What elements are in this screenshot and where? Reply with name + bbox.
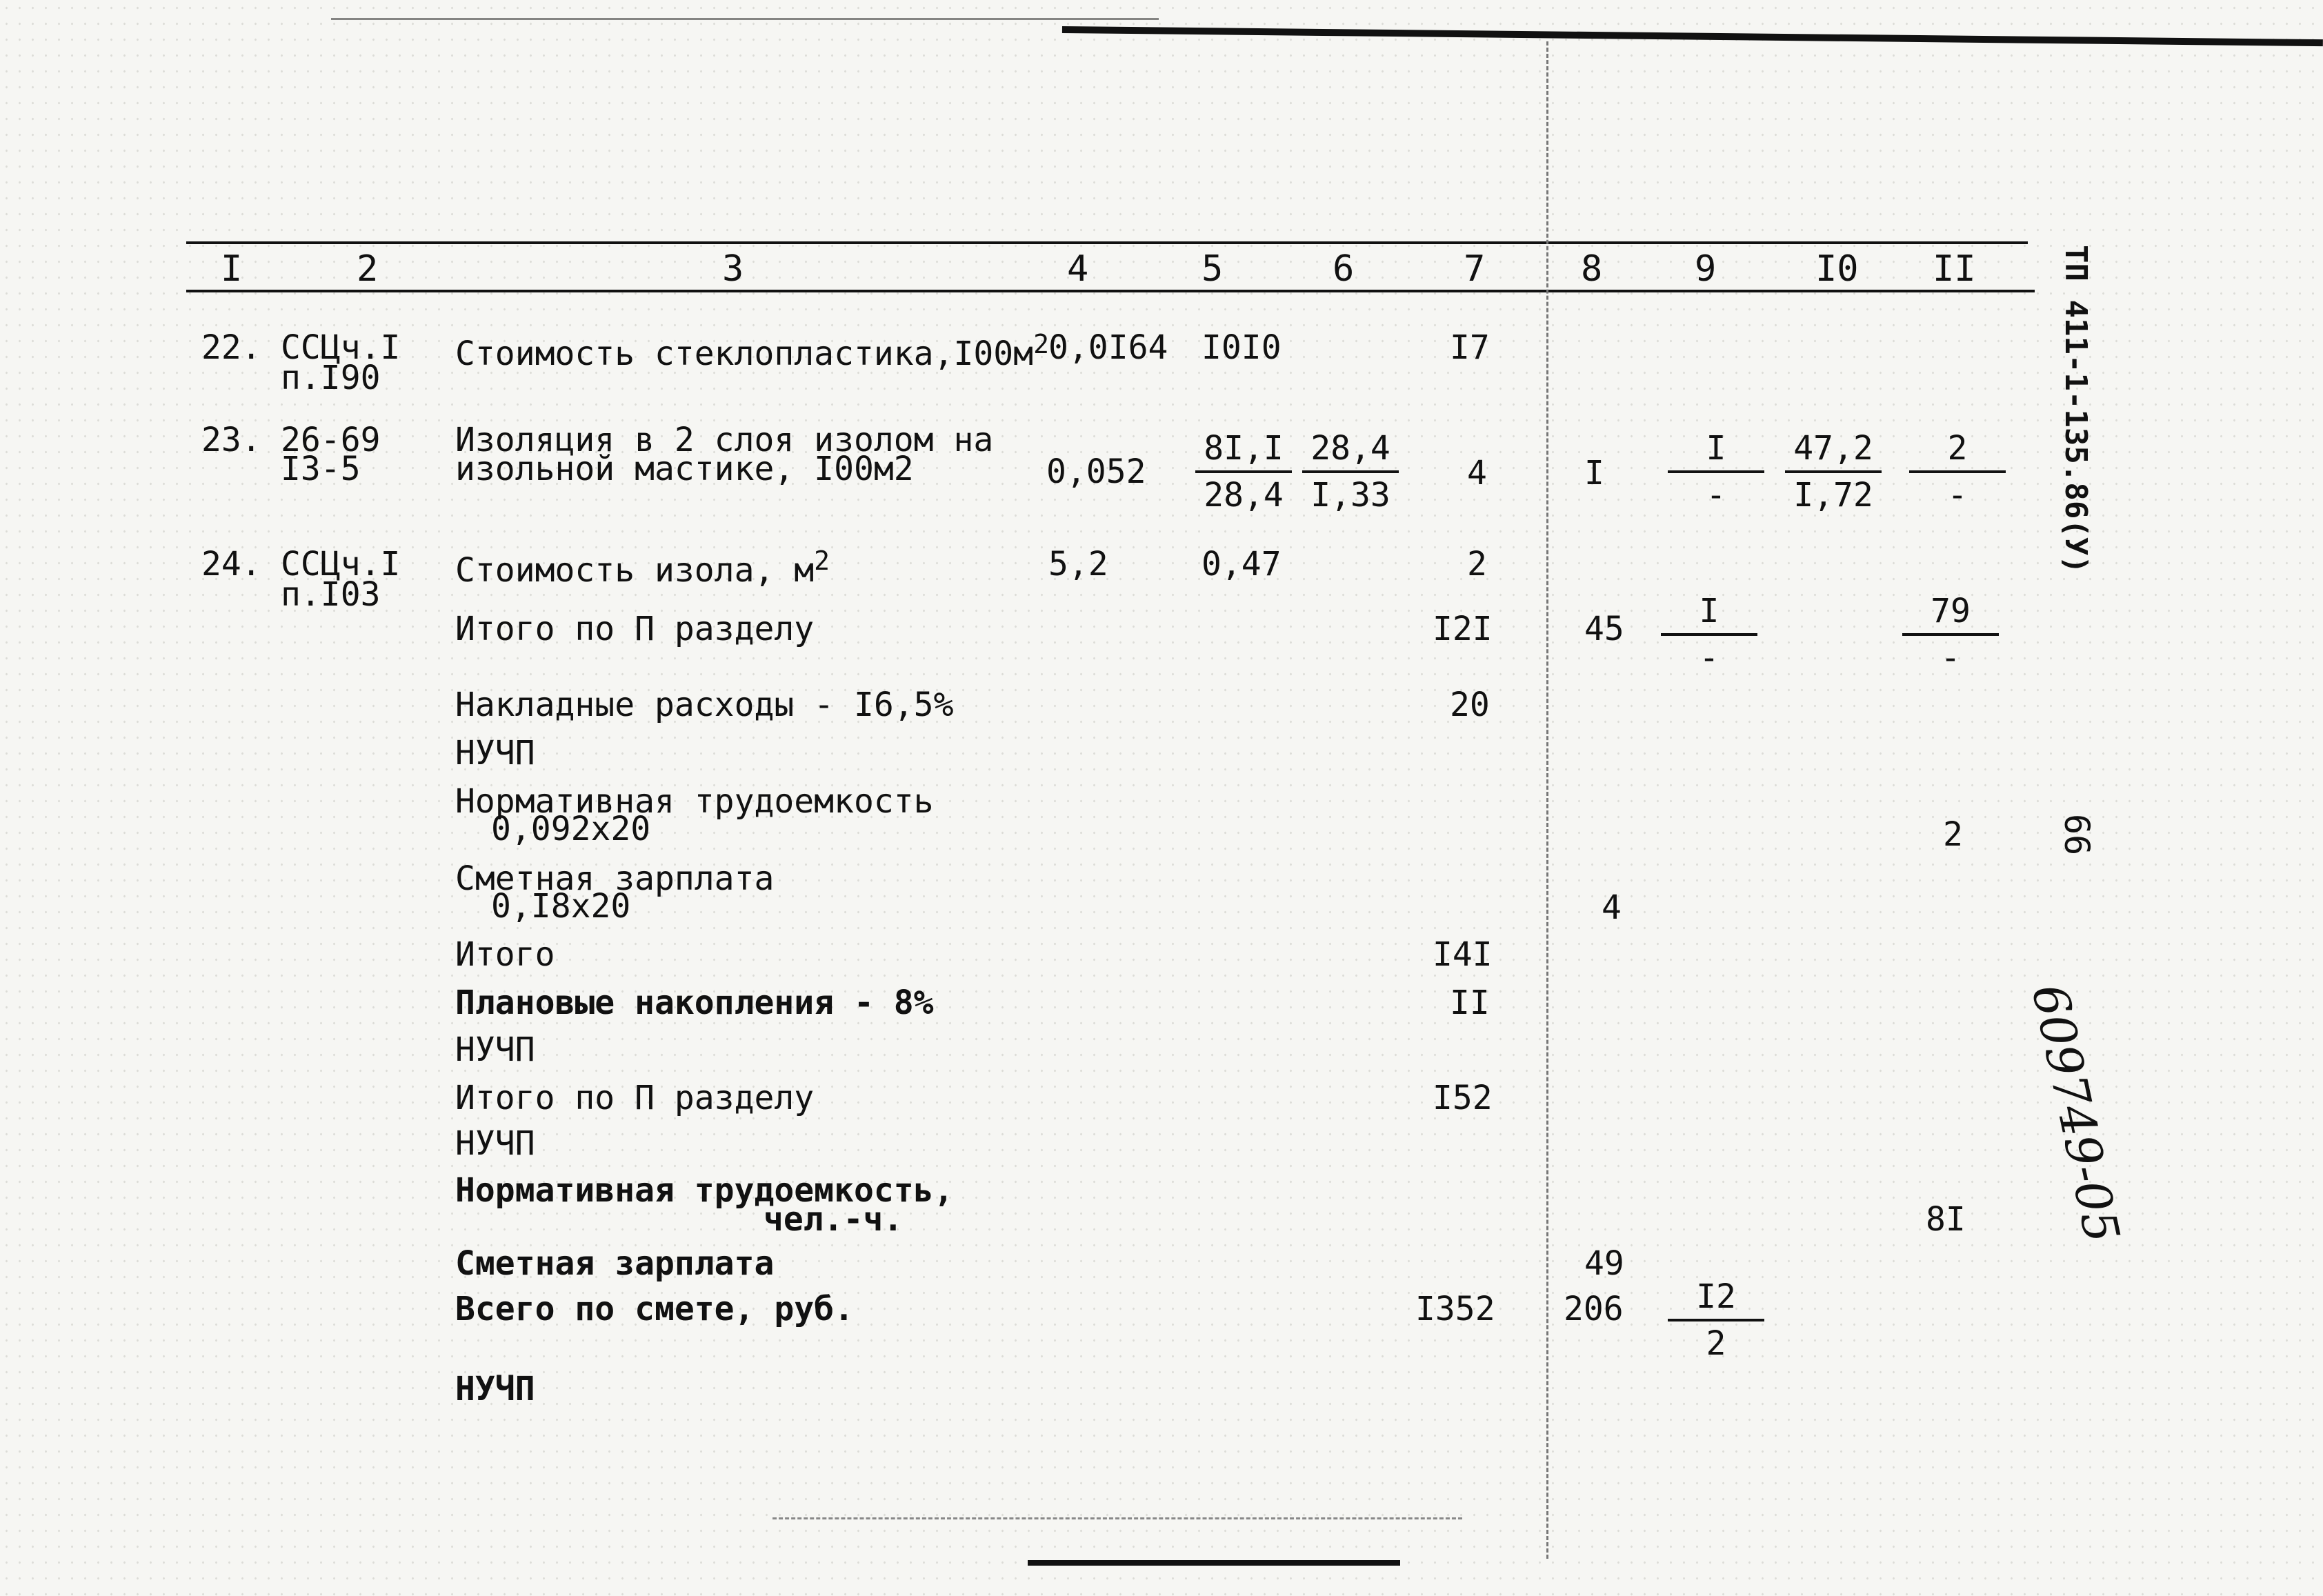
row-quantity: 0,0I64 [1048, 328, 1168, 367]
row-unit-price: 0,47 [1202, 545, 1282, 583]
wage-label: Сметная зарплата [455, 859, 775, 898]
header-col-11: II [1933, 248, 1976, 290]
wage-formula: 0,I8х20 [491, 887, 631, 926]
header-col-6: 6 [1333, 248, 1355, 290]
grand-total-col8: 206 [1564, 1290, 1624, 1328]
nuchp-label: НУЧП [455, 1030, 535, 1069]
row-total: 4 [1467, 454, 1487, 492]
header-col-8: 8 [1581, 248, 1603, 290]
row-description-cont: изольной мастике, I00м2 [455, 450, 914, 488]
subtotal-col8: 45 [1584, 610, 1624, 648]
wage-value: 4 [1602, 888, 1622, 927]
row-col10-fraction: 47,2 I,72 [1785, 432, 1882, 512]
grand-total-col7: I352 [1415, 1290, 1495, 1328]
planned-savings-label: Плановые накопления - 8% [455, 984, 934, 1022]
header-col-10: I0 [1815, 248, 1859, 290]
row-description: Изоляция в 2 слоя изолом на [455, 421, 994, 459]
header-top-rule [186, 241, 2028, 244]
total-interim-value: I4I [1433, 935, 1493, 974]
norm-labor-label: Нормативная трудоемкость [455, 782, 934, 821]
row-description: Стоимость изола, $м^2$ [455, 546, 830, 590]
section-total-value: I52 [1433, 1079, 1493, 1117]
row-total: 2 [1467, 545, 1487, 583]
nuchp-label: НУЧП [455, 1124, 535, 1163]
total-interim-label: Итого [455, 935, 555, 974]
header-col-1: I [221, 248, 243, 290]
subtotal-col11-fraction: 79 - [1902, 595, 1999, 675]
header-col-4: 4 [1067, 248, 1089, 290]
wage-total-label: Сметная зарплата [455, 1244, 775, 1283]
row-total: I7 [1450, 328, 1490, 367]
subtotal-col7: I2I [1433, 610, 1493, 648]
header-bottom-rule [186, 290, 2035, 292]
planned-savings-value: II [1450, 984, 1490, 1022]
row-col11-fraction: 2 - [1909, 432, 2006, 512]
wage-total-value: 49 [1584, 1244, 1624, 1283]
header-col-3: 3 [722, 248, 744, 290]
norm-labor-value: 2 [1943, 815, 1963, 854]
norm-labor-total-label: Нормативная трудоемкость, [455, 1171, 954, 1210]
row-code-ref: I3-5 [281, 450, 361, 488]
nuchp-label: НУЧП [455, 1370, 535, 1408]
row-code: 26-69 [281, 421, 381, 459]
grand-total-label: Всего по смете, руб. [455, 1290, 854, 1328]
section-total-label: Итого по П разделу [455, 1079, 815, 1117]
row-quantity: 0,052 [1046, 452, 1146, 491]
header-col-2: 2 [357, 248, 379, 290]
column-separator [1546, 41, 1548, 1559]
row-number: 23. [201, 421, 261, 459]
row-col6-fraction: 28,4 I,33 [1302, 432, 1399, 512]
row-description: Стоимость $стеклопластика,I00м^2$ [455, 329, 1049, 373]
row-code-ref: п.I90 [281, 359, 381, 397]
handwritten-inventory-number: 609749-05 [2020, 979, 2131, 1248]
overhead-label: Накладные расходы - I6,5% [455, 686, 954, 724]
row-unit-price: I0I0 [1202, 328, 1282, 367]
overhead-value: 20 [1450, 686, 1490, 724]
header-col-5: 5 [1202, 248, 1224, 290]
document-code: ТП 411-1-135.86(У) [2058, 245, 2093, 574]
norm-labor-unit: чел.-ч. [764, 1200, 904, 1239]
page-number: 66 [2057, 814, 2097, 856]
row-col8: I [1584, 454, 1604, 492]
header-col-7: 7 [1464, 248, 1486, 290]
bottom-faint-line [772, 1517, 1462, 1519]
top-faint-line [331, 18, 1159, 20]
nuchp-label: НУЧП [455, 734, 535, 772]
row-number: 24. [201, 545, 261, 583]
row-code: ССЦч.I [281, 545, 401, 583]
header-col-9: 9 [1695, 248, 1717, 290]
row-col9-fraction: I - [1668, 432, 1764, 512]
bottom-mark [1028, 1560, 1400, 1566]
row-unit-price-fraction: 8I,I 28,4 [1195, 432, 1292, 512]
grand-total-col9-fraction: I2 2 [1668, 1280, 1764, 1360]
subtotal-col9-fraction: I - [1661, 595, 1757, 675]
subtotal-label: Итого по П разделу [455, 610, 815, 648]
norm-labor-formula: 0,092х20 [491, 810, 651, 848]
row-code: ССЦч.I [281, 328, 401, 367]
row-code-ref: п.I03 [281, 575, 381, 614]
norm-labor-total-value: 8I [1926, 1200, 1966, 1239]
row-quantity: 5,2 [1048, 545, 1108, 583]
row-number: 22. [201, 328, 261, 367]
